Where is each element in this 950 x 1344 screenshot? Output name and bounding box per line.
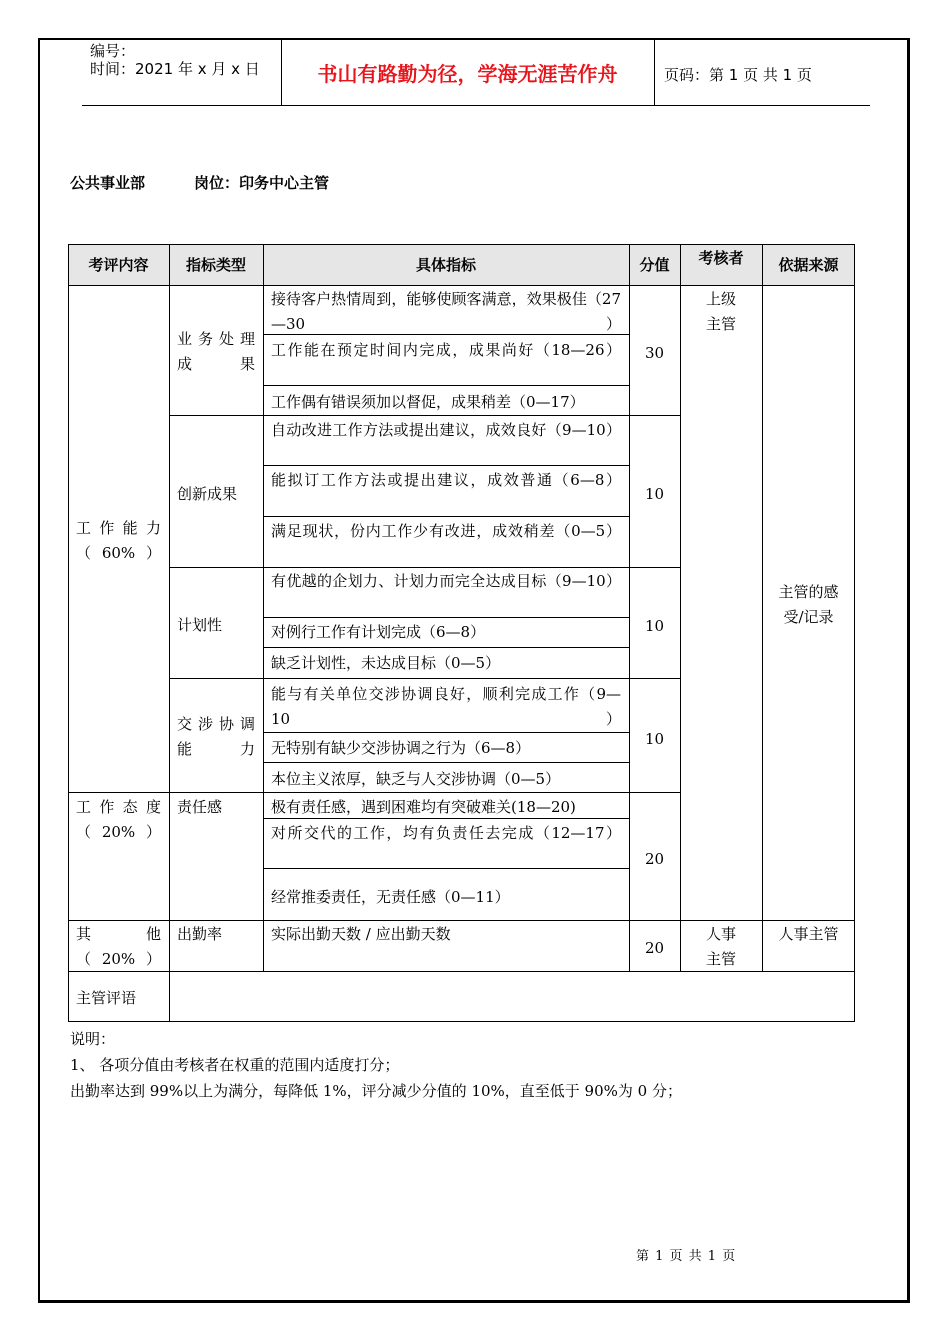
table-rule: [263, 762, 629, 763]
table-rule: [680, 244, 681, 971]
source-main: 主管的感受/记录: [778, 583, 839, 626]
footer-page-number: 第 1 页 共 1 页: [636, 1249, 737, 1264]
table-rule: [263, 868, 629, 869]
department-label: 公共事业部: [70, 174, 146, 192]
table-rule: [68, 244, 855, 245]
table-rule: [169, 567, 680, 568]
table-rule: [169, 678, 680, 679]
col-header-criteria: 具体指标: [263, 244, 629, 285]
col-header-score: 分值: [629, 244, 680, 285]
score-cell: 20: [644, 850, 665, 868]
evaluation-table: [68, 244, 855, 1022]
type-planning: 计划性: [177, 616, 223, 634]
col-header-content: 考评内容: [68, 244, 169, 285]
score-cell: 10: [644, 730, 665, 748]
table-rule: [68, 792, 680, 793]
table-rule: [169, 244, 170, 1022]
table-rule: [68, 1021, 855, 1022]
criterion: 本位主义浓厚，缺乏与人交涉协调（0—5）: [271, 770, 561, 788]
category-other: 其 他（20%）: [76, 925, 161, 968]
criterion: 极有责任感，遇到困难均有突破难关(18—20): [271, 798, 576, 816]
table-rule: [263, 647, 629, 648]
type-responsibility: 责任感: [177, 798, 223, 816]
date-label: 时间：2021 年 x 月 x 日: [90, 60, 260, 78]
table-rule: [762, 244, 763, 971]
category-ability: 工 作 能 力（60%）: [76, 519, 161, 562]
table-rule: [263, 732, 629, 733]
source-hr: 人事主管: [778, 925, 839, 943]
table-rule: [169, 415, 680, 416]
criterion: 缺乏计划性，未达成目标（0—5）: [271, 654, 501, 672]
score-cell: 10: [644, 617, 665, 635]
comment-label: 主管评语: [76, 989, 137, 1007]
table-rule: [263, 334, 629, 335]
criterion: 工作偶有错误须加以督促，成果稍差（0—17）: [271, 393, 585, 411]
header-bottom-rule: [82, 105, 870, 106]
header-top-rule: [82, 38, 870, 39]
header-motto: 书山有路勤为径，学海无涯苦作舟: [317, 62, 618, 86]
criterion: 有优越的企划力、计划力而完全达成目标（9—10）: [271, 572, 621, 590]
serial-label: 编号：: [90, 42, 136, 60]
table-rule: [263, 465, 629, 466]
col-header-type: 指标类型: [169, 244, 263, 285]
score-cell: 30: [644, 344, 665, 362]
notes-line: 1、 各项分值由考核者在权重的范围内适度打分；: [70, 1056, 400, 1074]
type-attendance: 出勤率: [177, 925, 223, 943]
notes: [70, 1026, 682, 1104]
table-rule: [263, 244, 264, 971]
table-rule: [629, 244, 630, 971]
criterion: 接待客户热情周到，能够使顾客满意，效果极佳（27—30）: [271, 290, 621, 333]
notes-line: 出勤率达到 99%以上为满分，每降低 1%，评分减少分值的 10%，直至低于 90%为 0 分；: [70, 1082, 682, 1100]
criterion: 对例行工作有计划完成（6—8）: [271, 623, 486, 641]
table-rule: [263, 818, 629, 819]
header-divider: [654, 38, 655, 105]
criterion: 自动改进工作方法或提出建议，成效良好（9—10）: [271, 421, 621, 439]
table-rule: [68, 971, 855, 972]
table-rule: [263, 516, 629, 517]
notes-title: 说明：: [70, 1030, 116, 1048]
table-rule: [68, 920, 855, 921]
table-rule: [263, 385, 629, 386]
position-label: 岗位：印务中心主管: [194, 174, 330, 192]
criterion: 能与有关单位交涉协调良好，顺利完成工作（9—10）: [271, 685, 621, 728]
score-cell: 20: [644, 939, 665, 957]
col-header-assessor: 考核者: [680, 244, 762, 285]
table-rule: [68, 285, 855, 286]
category-attitude: 工 作 态 度（20%）: [76, 798, 161, 841]
criterion: 工作能在预定时间内完成，成果尚好（18—26）: [271, 341, 621, 359]
header-page-info: 页码：第 1 页 共 1 页: [664, 66, 812, 84]
table-rule: [854, 244, 855, 1022]
criterion: 实际出勤天数 / 应出勤天数: [271, 925, 451, 943]
assessor-main: 上级主管: [705, 290, 736, 333]
col-header-source: 依据来源: [762, 244, 855, 285]
type-business: 业 务 处 理成果: [177, 330, 255, 373]
type-coordination: 交 涉 协 调能力: [177, 715, 255, 758]
criterion: 经常推委责任，无责任感（0—11）: [271, 888, 510, 906]
assessor-hr: 人事主管: [705, 925, 736, 968]
criterion: 能拟订工作方法或提出建议，成效普通（6—8）: [271, 471, 621, 489]
criterion: 对所交代的工作，均有负责任去完成（12—17）: [271, 824, 621, 842]
header-left: [90, 42, 260, 78]
criterion: 满足现状，份内工作少有改进，成效稍差（0—5）: [271, 522, 621, 540]
score-cell: 10: [644, 485, 665, 503]
table-rule: [68, 244, 69, 1022]
criterion: 无特别有缺少交涉协调之行为（6—8）: [271, 739, 531, 757]
type-innovation: 创新成果: [177, 485, 238, 503]
table-rule: [263, 617, 629, 618]
